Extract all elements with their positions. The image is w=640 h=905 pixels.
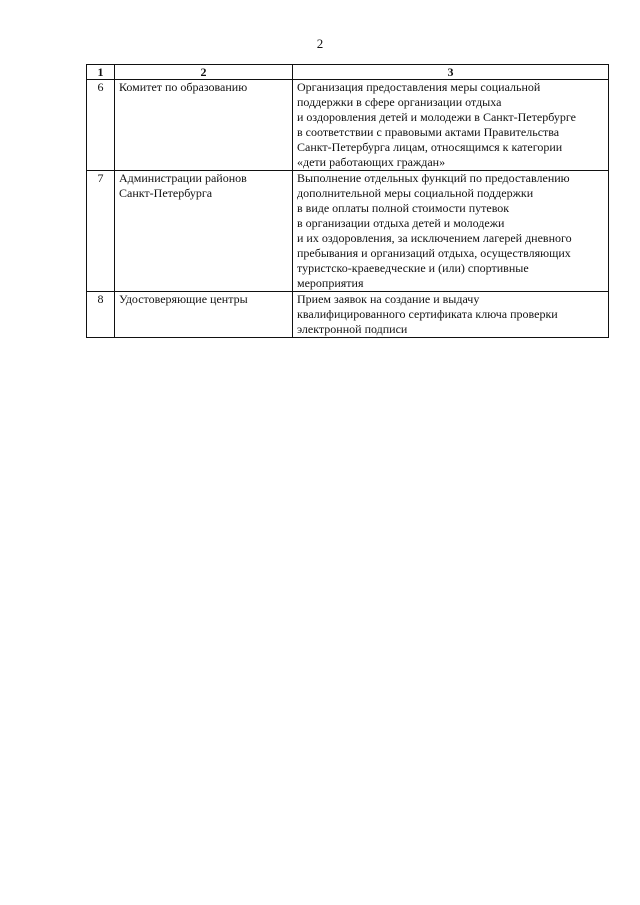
organization-name-line: Комитет по образованию (119, 80, 248, 94)
row-number: 8 (87, 292, 115, 338)
description-line: Прием заявок на создание и выдачу (297, 292, 480, 306)
table-body (87, 80, 609, 338)
description-line: Санкт-Петербурга лицам, относящимся к категории (297, 140, 563, 154)
table-row (87, 80, 609, 171)
service-description (293, 292, 609, 338)
table-header-row (87, 65, 609, 80)
page-number: 2 (316, 36, 324, 51)
description-line: дополнительной меры социальной поддержки (297, 186, 534, 200)
description-line: и их оздоровления, за исключением лагерей дневного (297, 231, 572, 245)
column-header-1: 1 (87, 65, 115, 80)
column-header-2: 2 (115, 65, 293, 80)
description-line: в соответствии с правовыми актами Правительства (297, 125, 560, 139)
description-line: и оздоровления детей и молодежи в Санкт-Петербурге (297, 110, 576, 124)
services-table (86, 64, 609, 338)
service-description (293, 80, 609, 171)
description-line: пребывания и организаций отдыха, осуществляющих (297, 246, 571, 260)
organization-name (115, 80, 293, 171)
description-line: квалифицированного сертификата ключа проверки (297, 307, 558, 321)
row-number: 6 (87, 80, 115, 171)
organization-name-line: Удостоверяющие центры (119, 292, 248, 306)
organization-name (115, 171, 293, 292)
description-line: в организации отдыха детей и молодежи (297, 216, 505, 230)
table-row (87, 292, 609, 338)
description-line: Выполнение отдельных функций по предоставлению (297, 171, 570, 185)
organization-name (115, 292, 293, 338)
row-number: 7 (87, 171, 115, 292)
description-line: туристско-краеведческие и (или) спортивные (297, 261, 529, 275)
description-line: мероприятия (297, 276, 364, 290)
table-row (87, 171, 609, 292)
description-line: Организация предоставления меры социальной (297, 80, 541, 94)
description-line: в виде оплаты полной стоимости путевок (297, 201, 510, 215)
organization-name-line: Санкт-Петербурга (119, 186, 213, 200)
description-line: поддержки в сфере организации отдыха (297, 95, 502, 109)
description-line: «дети работающих граждан» (297, 155, 446, 169)
column-header-3: 3 (293, 65, 609, 80)
description-line: электронной подписи (297, 322, 408, 336)
organization-name-line: Администрации районов (119, 171, 247, 185)
service-description (293, 171, 609, 292)
